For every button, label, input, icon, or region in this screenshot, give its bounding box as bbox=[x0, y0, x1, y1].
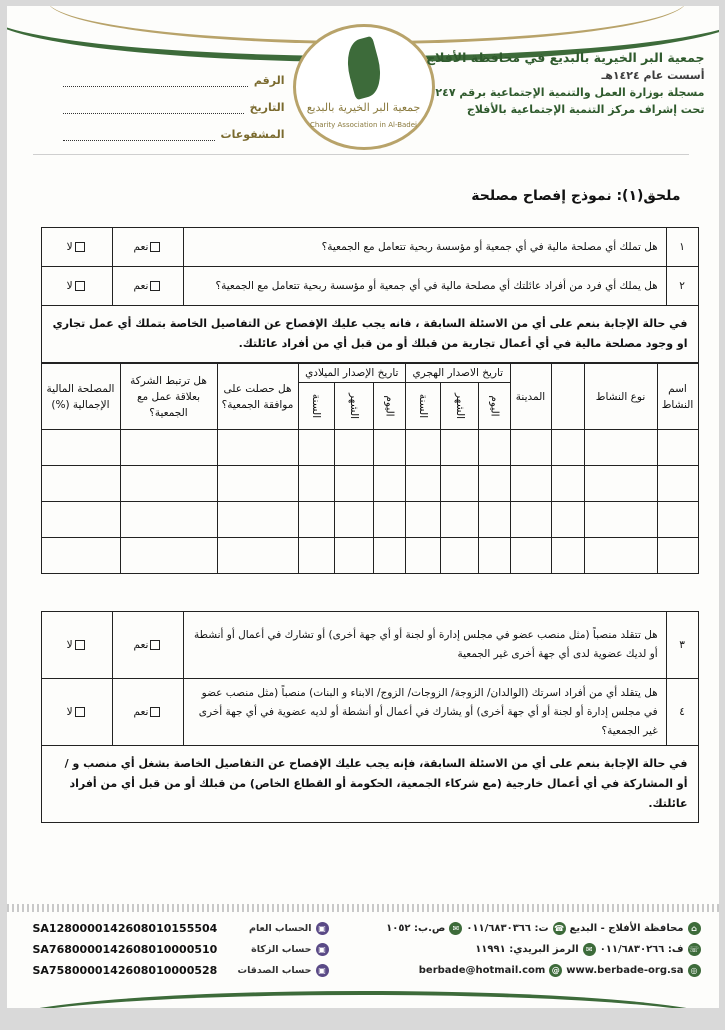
no-label: لا bbox=[66, 706, 73, 718]
col-hijri-day bbox=[479, 383, 510, 430]
fax-row bbox=[365, 939, 705, 960]
no-option[interactable] bbox=[41, 228, 112, 267]
number-field[interactable] bbox=[63, 60, 285, 87]
checkbox-icon[interactable] bbox=[75, 640, 85, 650]
month-label: الشهر bbox=[453, 392, 466, 420]
charity-logo bbox=[293, 24, 435, 150]
phone-icon: ☎ bbox=[554, 924, 565, 933]
number-label: الرقم bbox=[253, 74, 285, 87]
col-city: المدينة bbox=[510, 364, 551, 430]
account-row bbox=[33, 939, 333, 960]
disclosure-note: في حالة الإجابة بنعم على أي من الاسئلة السابقة ، فانه يجب عليك الإفصاح عن التفاصيل الخاصة بتملك أي عمل تجاري او وجود مصلحة مالية في أي أعمال تجارية من قبلك أو من قبل أي من أفراد عائلتك. bbox=[41, 306, 698, 363]
attachments-field[interactable] bbox=[63, 114, 285, 141]
col-company-relation: هل ترتبط الشركة بعلاقة عمل مع الجمعية؟ bbox=[120, 364, 217, 430]
postal-text: الرمز البريدي: ١١٩٩١ bbox=[475, 944, 579, 955]
logo-english-text: Charity Association in Al-Badei bbox=[309, 121, 418, 129]
no-option[interactable] bbox=[41, 267, 112, 306]
header-divider bbox=[33, 154, 689, 155]
yes-label: نعم bbox=[133, 706, 149, 718]
table-row[interactable] bbox=[41, 502, 698, 538]
email-link[interactable]: berbade@hotmail.com bbox=[418, 965, 546, 976]
year-label: السنة bbox=[310, 393, 323, 419]
position-questions-table bbox=[41, 611, 699, 823]
yes-label: نعم bbox=[133, 280, 149, 292]
question-text: هل يملك أي فرد من أفراد عائلتك أي مصلحة مالية في أي جمعية أو مؤسسة ربحية تتعامل مع الجمعية؟ bbox=[184, 267, 667, 306]
no-label: لا bbox=[66, 241, 73, 253]
email-icon: @ bbox=[549, 964, 562, 977]
checkbox-icon[interactable] bbox=[150, 242, 160, 252]
yes-option[interactable] bbox=[112, 228, 183, 267]
question-text: هل تتقلد منصباً (مثل منصب عضو في مجلس إدارة أو لجنة أو أي جهة أخرى) أو تشارك في أعمال أو أنشطة أو لديك عضوية لدى أي جهة أخرى غير الجمعية bbox=[184, 612, 667, 679]
iban-text: SA7580000142608010000528 bbox=[32, 964, 218, 977]
pobox-text: ص.ب: ١٠٥٢ bbox=[386, 923, 446, 934]
account-label bbox=[238, 964, 333, 977]
checkbox-icon[interactable] bbox=[150, 707, 160, 717]
checkbox-icon[interactable] bbox=[150, 640, 160, 650]
location-icon: ⌂ bbox=[688, 922, 701, 935]
col-blank bbox=[551, 364, 584, 430]
yes-option[interactable] bbox=[112, 612, 183, 679]
account-name: حساب الصدقات bbox=[237, 965, 312, 976]
col-greg-day bbox=[374, 383, 406, 430]
iban-text: SA7680000142608010000510 bbox=[32, 943, 218, 956]
checkbox-icon[interactable] bbox=[150, 281, 160, 291]
no-label: لا bbox=[66, 639, 73, 651]
mailbox-icon: ✉ bbox=[449, 922, 462, 935]
month-label: الشهر bbox=[348, 392, 361, 420]
iban-text: SA1280000142608010155504 bbox=[32, 922, 218, 935]
col-greg-month bbox=[334, 383, 373, 430]
footer-divider bbox=[7, 904, 719, 912]
number-line bbox=[63, 76, 248, 87]
account-row bbox=[33, 960, 333, 981]
date-label: التاريخ bbox=[249, 101, 285, 114]
org-name: جمعية البر الخيرية بالبديع في محافظة الأفلاج bbox=[426, 50, 705, 65]
checkbox-icon[interactable] bbox=[75, 281, 85, 291]
account-name: الحساب العام bbox=[249, 923, 312, 934]
fax-text: ف: ٠١١/٦٨٣٠٢٦٦ bbox=[599, 944, 684, 955]
org-supervision: تحت إشراف مركز التنمية الإجتماعية بالأفلاج bbox=[466, 103, 705, 116]
phone-text: ت: ٠١١/٦٨٣٠٣٦٦ bbox=[466, 923, 549, 934]
leaf-icon bbox=[341, 36, 387, 100]
account-label bbox=[251, 943, 332, 956]
col-total-interest: المصلحة المالية الإجمالية (%) bbox=[41, 364, 120, 430]
organization-info bbox=[426, 50, 705, 116]
day-label: اليوم bbox=[383, 395, 396, 417]
col-activity-name: اسم النشاط bbox=[657, 364, 698, 430]
question-row bbox=[41, 612, 698, 679]
page-title: ملحق(١): نموذج إفصاح مصلحة bbox=[471, 188, 681, 204]
col-hijri-month bbox=[441, 383, 479, 430]
no-option[interactable] bbox=[41, 612, 112, 679]
col-hijri-date: تاريخ الاصدار الهجري bbox=[406, 364, 510, 383]
org-founded: أسست عام ١٤٢٤هـ bbox=[601, 69, 705, 82]
contact-info bbox=[365, 918, 705, 981]
yes-label: نعم bbox=[133, 241, 149, 253]
account-label bbox=[249, 922, 332, 935]
note-row bbox=[41, 306, 698, 363]
fax-icon: ☏ bbox=[688, 945, 699, 954]
interest-details-table bbox=[41, 363, 699, 574]
table-row[interactable] bbox=[41, 466, 698, 502]
account-name: حساب الزكاة bbox=[251, 944, 312, 955]
col-hijri-year bbox=[406, 383, 441, 430]
question-number: ١ bbox=[666, 228, 698, 267]
logo-arabic-text: جمعية البر الخيرية بالبديع bbox=[306, 101, 421, 114]
web-row bbox=[365, 960, 705, 981]
no-option[interactable] bbox=[41, 679, 112, 746]
bank-accounts bbox=[33, 918, 333, 981]
question-number: ٢ bbox=[666, 267, 698, 306]
org-registration: مسجلة بوزارة العمل والتنمية الإجتماعية برقم ٢٤٧ bbox=[435, 86, 705, 99]
bank-icon: ▣ bbox=[316, 922, 329, 935]
table-row[interactable] bbox=[41, 430, 698, 466]
disclosure-note: في حالة الإجابة بنعم على أي من الاسئلة السابقة، فإنه يجب عليك الإفصاح عن التفاصيل الخاصة بشغل أي منصب و / أو المشاركة في أي أعمال خارجية (مع شركاء الجمعية، الحكومة أو القطاع الخاص) من قبلك أو من قبل أي من أفراد عائلتك. bbox=[41, 746, 698, 823]
col-greg-year bbox=[298, 383, 334, 430]
col-approval: هل حصلت على موافقة الجمعية؟ bbox=[217, 364, 298, 430]
website-link[interactable]: www.berbade-org.sa bbox=[566, 965, 684, 976]
account-row bbox=[33, 918, 333, 939]
attachments-line bbox=[63, 130, 215, 141]
address-row bbox=[365, 918, 705, 939]
date-line bbox=[63, 103, 244, 114]
bank-icon: ▣ bbox=[316, 964, 329, 977]
footer-swirl bbox=[7, 991, 719, 1008]
col-gregorian-date: تاريخ الإصدار الميلادي bbox=[298, 364, 406, 383]
checkbox-icon[interactable] bbox=[75, 242, 85, 252]
letterhead-page bbox=[7, 6, 719, 1008]
interest-questions-table bbox=[41, 227, 699, 363]
address-text: محافظة الأفلاج - البديع bbox=[569, 923, 684, 934]
yes-option[interactable] bbox=[112, 267, 183, 306]
question-text: هل يتقلد أي من أفراد اسرتك (الوالدان/ الزوجة/ الزوجات/ الزوج/ الابناء و البنات) منصباً (مثل منصب عضو في مجلس إدارة أو لجنة أو أي جهة أخرى) أو يشارك في أعمال أو أنشطة أو لديه عضوية في أي جهة أخرى غير الجمعية؟ bbox=[184, 679, 667, 746]
reference-fields bbox=[63, 60, 285, 141]
checkbox-icon[interactable] bbox=[75, 707, 85, 717]
globe-icon: ◎ bbox=[688, 964, 701, 977]
question-text: هل تملك أي مصلحة مالية في أي جمعية أو مؤسسة ربحية تتعامل مع الجمعية؟ bbox=[184, 228, 667, 267]
postal-icon: ✉ bbox=[583, 943, 596, 956]
yes-label: نعم bbox=[133, 639, 149, 651]
attachments-label: المشفوعات bbox=[220, 128, 285, 141]
table-header-row bbox=[41, 364, 698, 383]
no-label: لا bbox=[66, 280, 73, 292]
bank-icon: ▣ bbox=[316, 943, 329, 956]
question-number: ٤ bbox=[666, 679, 698, 746]
question-row bbox=[41, 267, 698, 306]
note-row bbox=[41, 746, 698, 823]
year-label: السنة bbox=[417, 393, 430, 419]
question-row bbox=[41, 679, 698, 746]
col-activity-type: نوع النشاط bbox=[584, 364, 657, 430]
question-row bbox=[41, 228, 698, 267]
question-number: ٣ bbox=[666, 612, 698, 679]
yes-option[interactable] bbox=[112, 679, 183, 746]
day-label: اليوم bbox=[488, 395, 501, 417]
date-field[interactable] bbox=[63, 87, 285, 114]
table-row[interactable] bbox=[41, 538, 698, 574]
